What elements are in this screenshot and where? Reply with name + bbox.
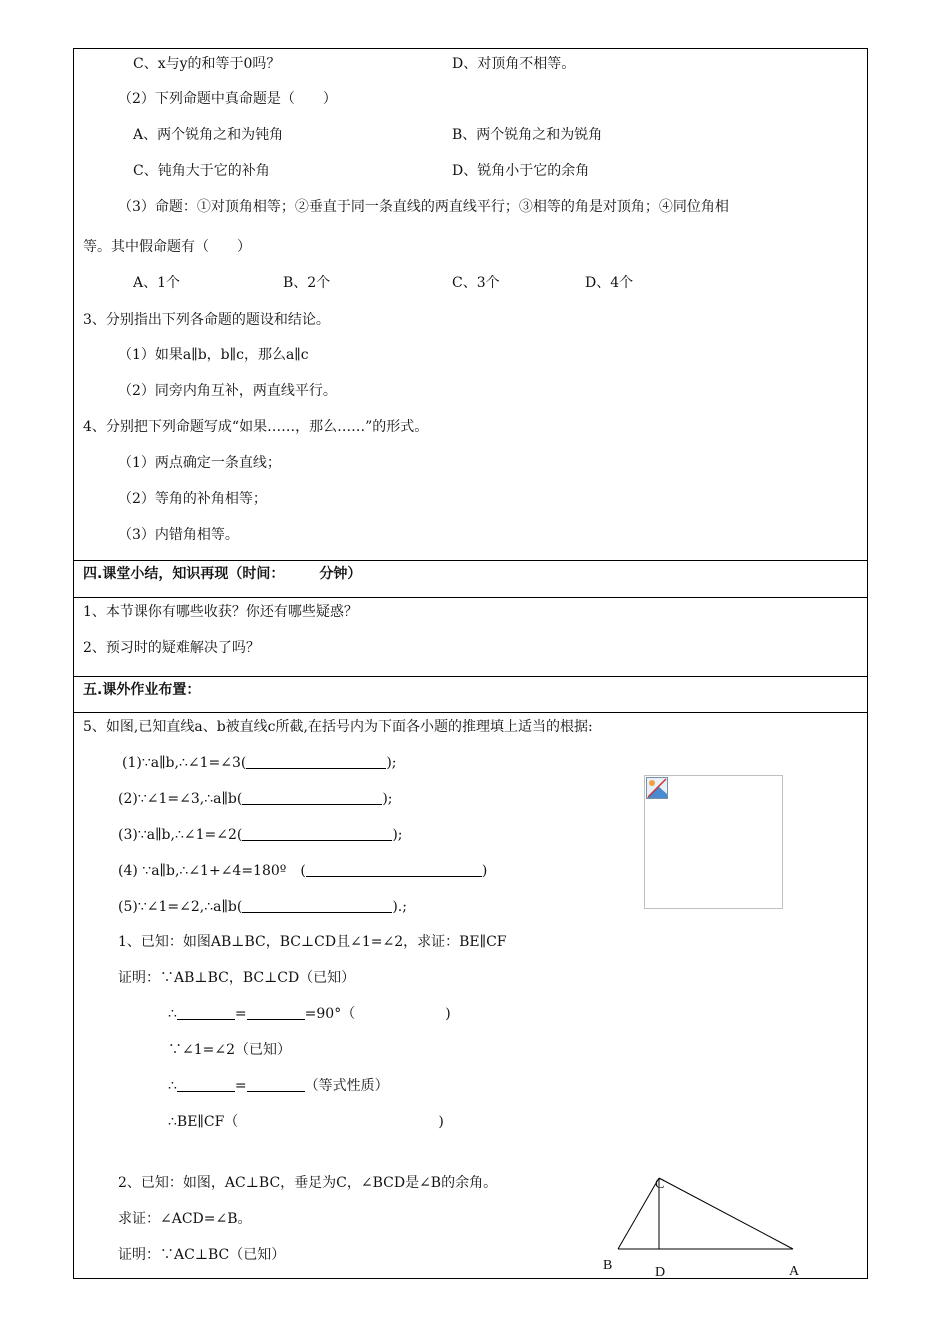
triangle-figure bbox=[598, 1170, 808, 1280]
item-4-sub-2: （2）等角的补角相等； bbox=[118, 491, 267, 507]
q3-option-a: A、1个 bbox=[133, 275, 181, 291]
section-5-heading: 五.课外作业布置： bbox=[83, 682, 201, 698]
row-divider bbox=[73, 712, 868, 713]
q3-option-d: D、4个 bbox=[585, 275, 634, 291]
point-label-d: D bbox=[655, 1265, 666, 1280]
q5-item-2: (2)∵∠1=∠3,∴a∥b( ); bbox=[118, 791, 393, 807]
proof-2-line-1: 证明：∵AC⊥BC（已知） bbox=[118, 1247, 286, 1263]
option-d-prev: D、对顶角不相等。 bbox=[452, 56, 576, 72]
point-label-a: A bbox=[789, 1264, 800, 1279]
proof-2-stem: 2、已知：如图，AC⊥BC，垂足为C，∠BCD是∠B的余角。 bbox=[118, 1175, 498, 1191]
proof-1-stem: 1、已知：如图AB⊥BC，BC⊥CD且∠1=∠2，求证：BE∥CF bbox=[118, 934, 507, 950]
summary-line-2: 2、预习时的疑难解决了吗？ bbox=[83, 640, 260, 656]
question-3-stem-cont: 等。其中假命题有（ ） bbox=[83, 239, 251, 255]
q3-option-c: C、3个 bbox=[452, 275, 500, 291]
item-3-sub-2: （2）同旁内角互补，两直线平行。 bbox=[118, 383, 337, 399]
row-divider bbox=[73, 676, 868, 677]
question-2-stem: （2）下列命题中真命题是（ ） bbox=[118, 91, 337, 107]
section-4-heading: 四.课堂小结，知识再现（时间： 分钟） bbox=[83, 566, 362, 582]
proof-1-line-5: ∴BE∥CF（ ) bbox=[168, 1114, 444, 1130]
option-c-prev: C、x与y的和等于0吗？ bbox=[133, 56, 281, 72]
q2-option-c: C、钝角大于它的补角 bbox=[133, 163, 270, 179]
item-4: 4、分别把下列命题写成“如果……，那么……”的形式。 bbox=[83, 419, 429, 435]
item-4-sub-1: （1）两点确定一条直线； bbox=[118, 455, 281, 471]
proof-1-line-2: ∴ = =90°（ ) bbox=[168, 1006, 451, 1022]
item-3-sub-1: （1）如果a∥b，b∥c，那么a∥c bbox=[118, 347, 309, 363]
question-3-stem: （3）命题：①对顶角相等；②垂直于同一条直线的两直线平行；③相等的角是对顶角；④同位角相 bbox=[118, 199, 729, 215]
q2-option-a: A、两个锐角之和为钝角 bbox=[133, 127, 284, 143]
q5-item-1: (1)∵a∥b,∴∠1=∠3( ); bbox=[122, 755, 397, 771]
item-3: 3、分别指出下列各命题的题设和结论。 bbox=[83, 312, 330, 328]
proof-1-line-3: ∵∠1=∠2（已知） bbox=[168, 1042, 292, 1058]
segment-ca bbox=[659, 1178, 793, 1249]
q2-option-b: B、两个锐角之和为锐角 bbox=[452, 127, 603, 143]
proof-2-prove: 求证：∠ACD=∠B。 bbox=[118, 1211, 252, 1227]
proof-1-line-1: 证明：∵AB⊥BC，BC⊥CD（已知） bbox=[118, 970, 356, 986]
question-5-stem: 5、如图,已知直线a、b被直线c所截,在括号内为下面各小题的推理填上适当的根据: bbox=[83, 719, 593, 735]
q5-item-4: (4) ∵a∥b,∴∠1+∠4=180º ( ) bbox=[118, 863, 488, 879]
q2-option-d: D、锐角小于它的余角 bbox=[452, 163, 590, 179]
row-divider bbox=[73, 560, 868, 561]
segment-bc bbox=[618, 1178, 659, 1249]
item-4-sub-3: （3）内错角相等。 bbox=[118, 527, 239, 543]
broken-image-icon bbox=[646, 777, 668, 799]
q5-item-5: (5)∵∠1=∠2,∴a∥b( ).; bbox=[118, 899, 407, 915]
point-label-b: B bbox=[603, 1258, 613, 1273]
q3-option-b: B、2个 bbox=[283, 275, 331, 291]
point-label-c: C bbox=[655, 1177, 665, 1192]
summary-line-1: 1、本节课你有哪些收获？你还有哪些疑惑？ bbox=[83, 604, 358, 620]
missing-figure-placeholder bbox=[644, 775, 783, 909]
q5-item-3: (3)∵a∥b,∴∠1=∠2( ); bbox=[118, 827, 403, 843]
proof-1-line-4: ∴ = （等式性质） bbox=[168, 1078, 389, 1094]
row-divider bbox=[73, 597, 868, 598]
